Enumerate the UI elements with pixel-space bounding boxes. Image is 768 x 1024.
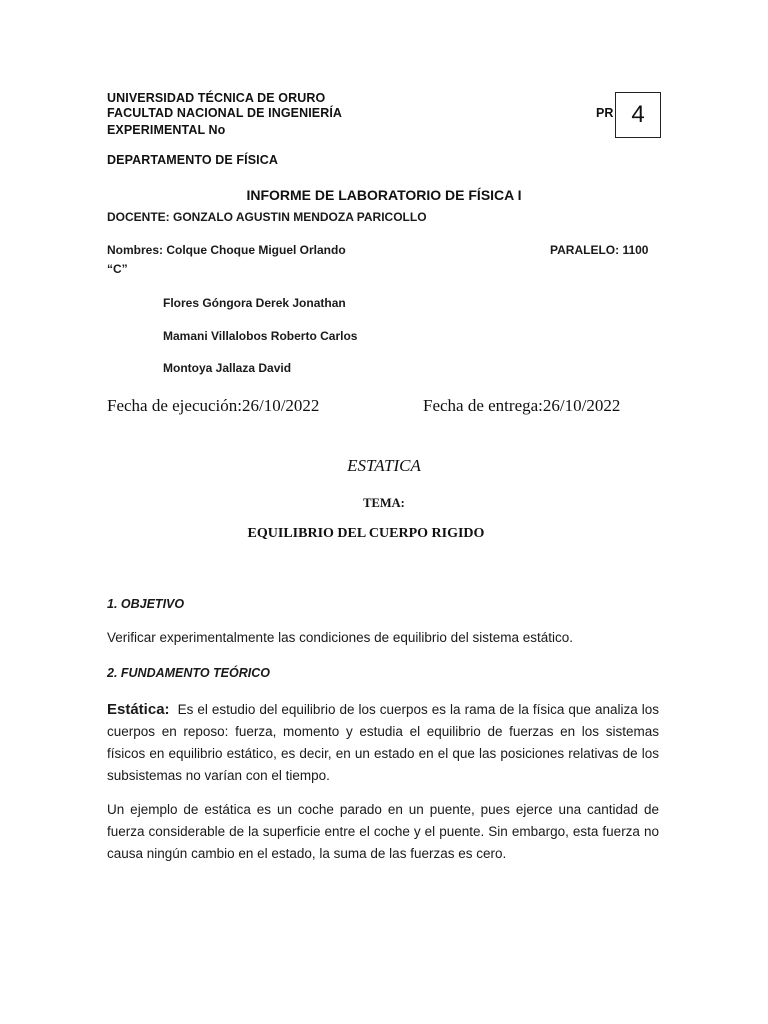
experimental-label: EXPERIMENTAL No [107, 123, 226, 137]
fundamento-heading: 2. FUNDAMENTO TEÓRICO [107, 666, 270, 680]
objetivo-text: Verificar experimentalmente las condiciones de equilibrio del sistema estático. [107, 630, 573, 645]
tema-label: TEMA: [363, 496, 405, 510]
practice-label-prefix: PR [596, 106, 614, 120]
practice-number: 4 [631, 101, 645, 128]
ejemplo-paragraph [107, 799, 659, 865]
ejemplo-text: Un ejemplo de estática es un coche parado en un puente, pues ejerce una cantidad de fuerza considerable de la superficie entre el coche y el puente. Sin embargo, esta fuerza no causa ningún cambio en el estado, la suma de las fuerzas es cero. [107, 802, 659, 861]
teacher-line: DOCENTE: GONZALO AGUSTIN MENDOZA PARICOLLO [107, 210, 427, 224]
estatica-text: Es el estudio del equilibrio de los cuerpos es la rama de la física que analiza los cuerpos en reposo: fuerza, momento y estudia el equilibrio de fuerzas en los sistemas físicos en equilibrio estático, es decir, en un estado en el que las posiciones relativas de los subsistemas no varían con el tiempo. [107, 702, 659, 783]
group-label: “C” [107, 262, 128, 276]
department-name: DEPARTAMENTO DE FÍSICA [107, 153, 278, 167]
report-title: INFORME DE LABORATORIO DE FÍSICA I [246, 187, 522, 203]
execution-date: Fecha de ejecución:26/10/2022 [107, 396, 320, 415]
practice-number-box [615, 92, 661, 138]
paralelo-label: PARALELO: 1100 [550, 243, 649, 257]
faculty-name: FACULTAD NACIONAL DE INGENIERÍA [107, 106, 343, 120]
objetivo-heading: 1. OBJETIVO [107, 597, 185, 611]
names-first-line: Nombres: Colque Choque Miguel Orlando [107, 243, 346, 257]
estatica-term: Estática: [107, 701, 170, 718]
member-name: Montoya Jallaza David [163, 361, 292, 375]
member-name: Flores Góngora Derek Jonathan [163, 296, 346, 310]
subject-title: ESTATICA [347, 456, 421, 475]
member-name: Mamani Villalobos Roberto Carlos [163, 329, 358, 343]
tema-title: EQUILIBRIO DEL CUERPO RIGIDO [247, 526, 485, 541]
university-name: UNIVERSIDAD TÉCNICA DE ORURO [107, 91, 326, 105]
delivery-date: Fecha de entrega:26/10/2022 [423, 396, 621, 415]
estatica-paragraph [107, 699, 659, 787]
